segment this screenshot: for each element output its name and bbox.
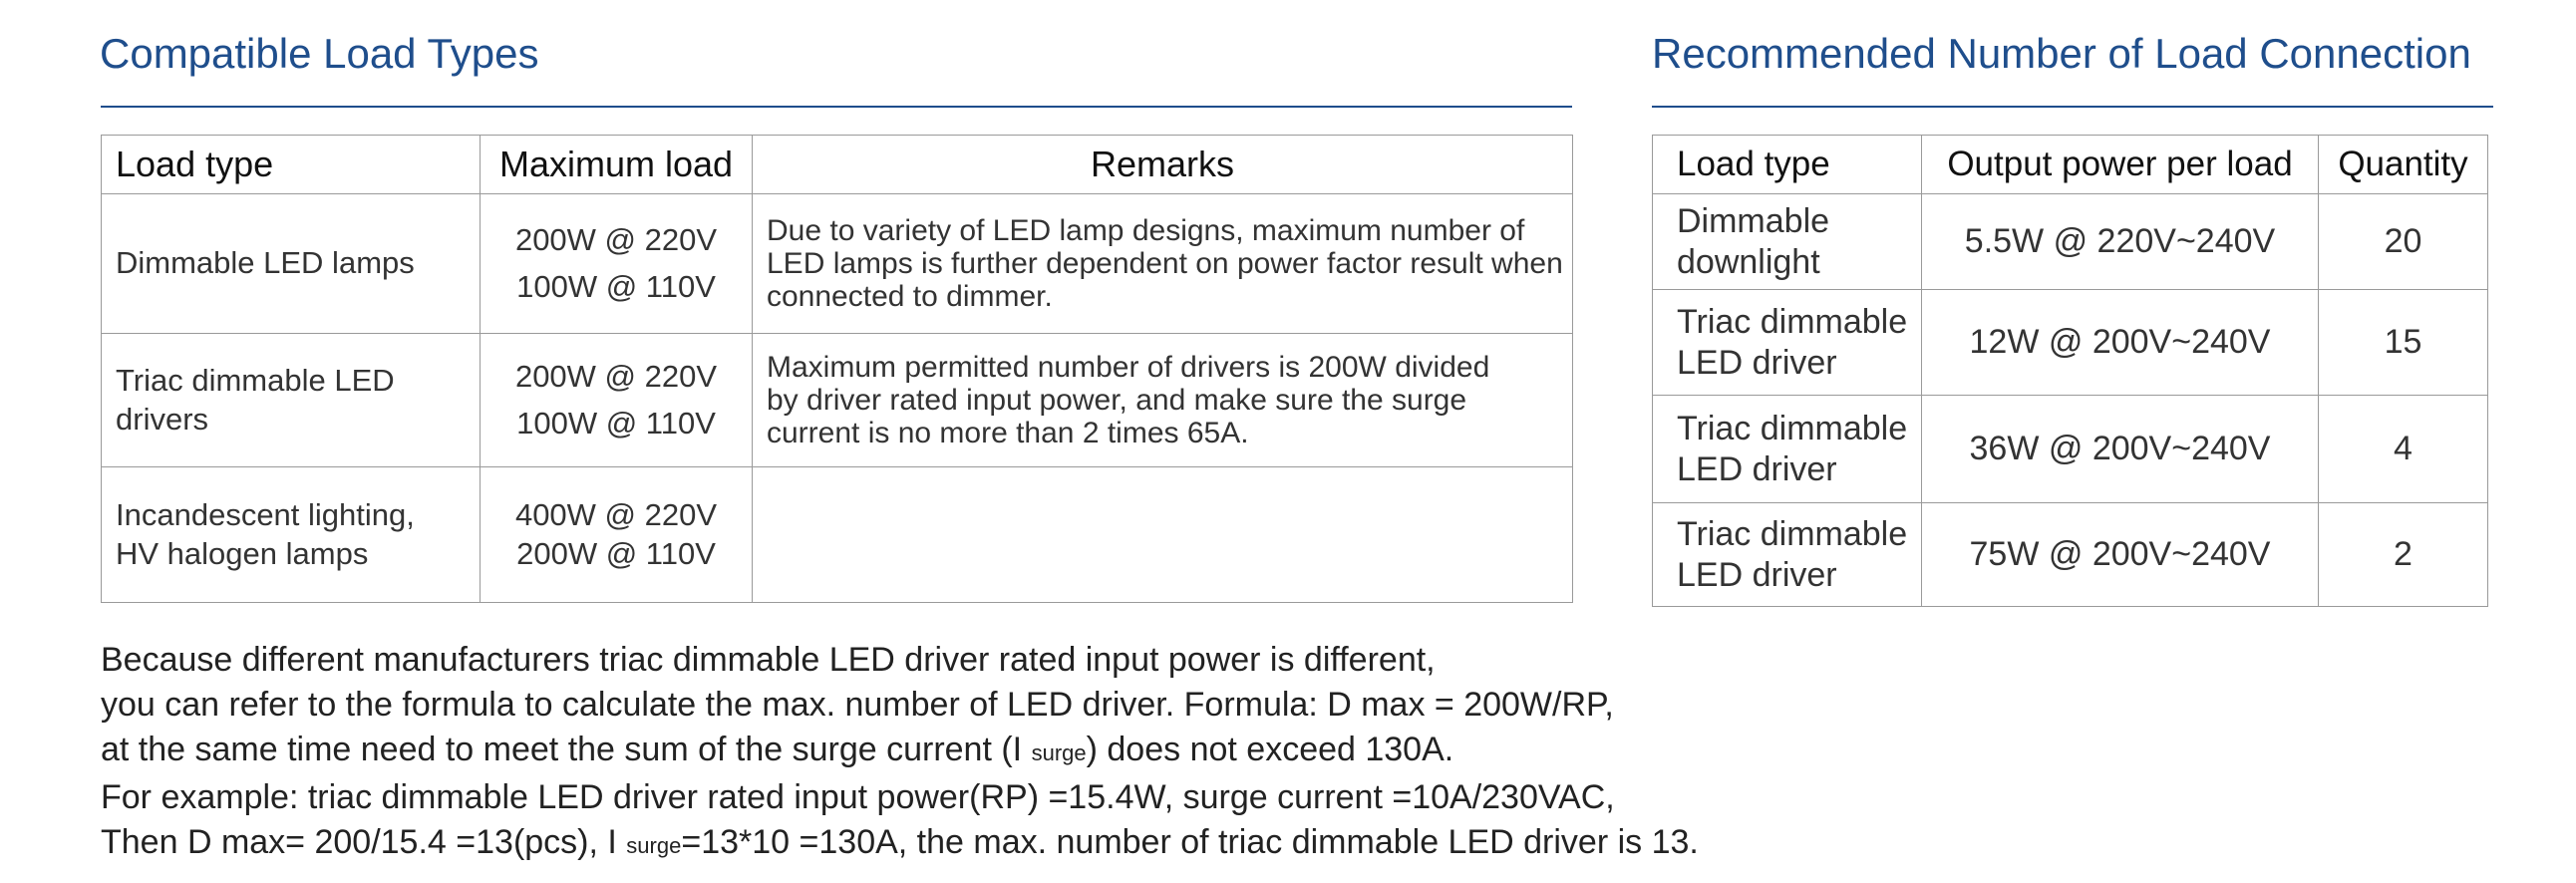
load-type-line: Triac dimmable bbox=[1677, 514, 1908, 553]
table-row bbox=[1653, 503, 2488, 607]
table-header-row bbox=[102, 136, 1573, 194]
load-type-cell bbox=[1653, 503, 1922, 607]
quantity-cell: 15 bbox=[2319, 290, 2488, 396]
output-power-cell: 12W @ 200V~240V bbox=[1922, 290, 2319, 396]
header-load-type: Load type bbox=[102, 136, 481, 194]
output-power-cell: 36W @ 200V~240V bbox=[1922, 396, 2319, 503]
table-row bbox=[1653, 290, 2488, 396]
remarks-cell bbox=[753, 467, 1573, 603]
load-type-line: downlight bbox=[1677, 242, 1820, 281]
formula-notes bbox=[101, 638, 1699, 868]
table-row bbox=[102, 467, 1573, 603]
maximum-load-cell bbox=[481, 194, 753, 334]
note-line-3-text: ) does not exceed 130A. bbox=[1086, 731, 1454, 768]
note-line-1: Because different manufacturers triac dimmable LED driver rated input power is different, bbox=[101, 641, 1436, 679]
load-type-line: Triac dimmable bbox=[1677, 409, 1908, 447]
note-line-5-text: Then D max= 200/15.4 =13(pcs), I bbox=[101, 823, 627, 861]
load-type-line: Triac dimmable LED drivers bbox=[116, 362, 395, 437]
maximum-load-line: 200W @ 220V bbox=[514, 359, 718, 394]
left-title-rule bbox=[101, 106, 1572, 108]
remark-line: connected to dimmer. bbox=[767, 280, 1053, 313]
load-type-line: LED driver bbox=[1677, 449, 1837, 488]
note-line-3 bbox=[101, 728, 1699, 775]
table-row bbox=[102, 194, 1573, 334]
table-row bbox=[1653, 194, 2488, 290]
output-power-cell: 5.5W @ 220V~240V bbox=[1922, 194, 2319, 290]
load-type-line: LED driver bbox=[1677, 343, 1837, 382]
maximum-load-cell bbox=[481, 467, 753, 603]
header-remarks: Remarks bbox=[753, 136, 1573, 194]
load-type-cell bbox=[1653, 290, 1922, 396]
compatible-load-types-title: Compatible Load Types bbox=[100, 30, 539, 77]
table-header-row bbox=[1653, 136, 2488, 194]
remark-line: Due to variety of LED lamp designs, maximum number of bbox=[767, 214, 1525, 247]
load-type-line: Incandescent lighting, bbox=[116, 496, 415, 532]
maximum-load-line: 200W @ 110V bbox=[516, 535, 716, 571]
maximum-load-line: 100W @ 110V bbox=[516, 405, 716, 441]
load-type-cell bbox=[1653, 396, 1922, 503]
remark-line: current is no more than 2 times 65A. bbox=[767, 417, 1249, 449]
quantity-cell: 20 bbox=[2319, 194, 2488, 290]
load-type-line: Dimmable bbox=[1677, 201, 1830, 240]
compatible-load-types-table bbox=[101, 135, 1573, 603]
surge-subscript: surge bbox=[1031, 740, 1087, 765]
maximum-load-line: 100W @ 110V bbox=[516, 268, 716, 304]
maximum-load-cell bbox=[481, 334, 753, 467]
maximum-load-line: 200W @ 220V bbox=[514, 222, 718, 257]
recommended-load-connection-title: Recommended Number of Load Connection bbox=[1652, 30, 2471, 77]
load-type-line: HV halogen lamps bbox=[116, 535, 369, 571]
note-line-4: For example: triac dimmable LED driver rated input power(RP) =15.4W, surge current =10A/230VAC, bbox=[101, 778, 1615, 816]
remarks-cell bbox=[753, 334, 1573, 467]
load-type-line: Triac dimmable bbox=[1677, 302, 1908, 341]
note-line-5 bbox=[101, 820, 1699, 868]
header-quantity: Quantity bbox=[2319, 136, 2488, 194]
quantity-cell: 4 bbox=[2319, 396, 2488, 503]
note-line-2: you can refer to the formula to calculate the max. number of LED driver. Formula: D max = 200W/RP, bbox=[101, 686, 1614, 724]
right-title-rule bbox=[1652, 106, 2493, 108]
load-type-line: LED driver bbox=[1677, 555, 1837, 594]
recommended-load-connection-table bbox=[1652, 135, 2488, 607]
table-row bbox=[1653, 396, 2488, 503]
load-type-cell bbox=[102, 334, 481, 467]
remarks-cell bbox=[753, 194, 1573, 334]
load-type-cell bbox=[1653, 194, 1922, 290]
note-line-5-text: =13*10 =130A, the max. number of triac dimmable LED driver is 13. bbox=[681, 823, 1699, 861]
load-type-cell bbox=[102, 467, 481, 603]
output-power-cell: 75W @ 200V~240V bbox=[1922, 503, 2319, 607]
surge-subscript: surge bbox=[626, 833, 682, 858]
header-output-power: Output power per load bbox=[1922, 136, 2319, 194]
note-line-3-text: at the same time need to meet the sum of the surge current (I bbox=[101, 731, 1032, 768]
remark-line: LED lamps is further dependent on power factor result when bbox=[767, 247, 1563, 280]
remark-line: by driver rated input power, and make sure the surge bbox=[767, 384, 1467, 417]
load-type-line: Dimmable LED lamps bbox=[116, 245, 415, 281]
load-type-cell bbox=[102, 194, 481, 334]
table-row bbox=[102, 334, 1573, 467]
header-load-type: Load type bbox=[1653, 136, 1922, 194]
maximum-load-line: 400W @ 220V bbox=[514, 496, 718, 532]
remark-line: Maximum permitted number of drivers is 200W divided bbox=[767, 351, 1490, 384]
header-maximum-load: Maximum load bbox=[481, 136, 753, 194]
quantity-cell: 2 bbox=[2319, 503, 2488, 607]
